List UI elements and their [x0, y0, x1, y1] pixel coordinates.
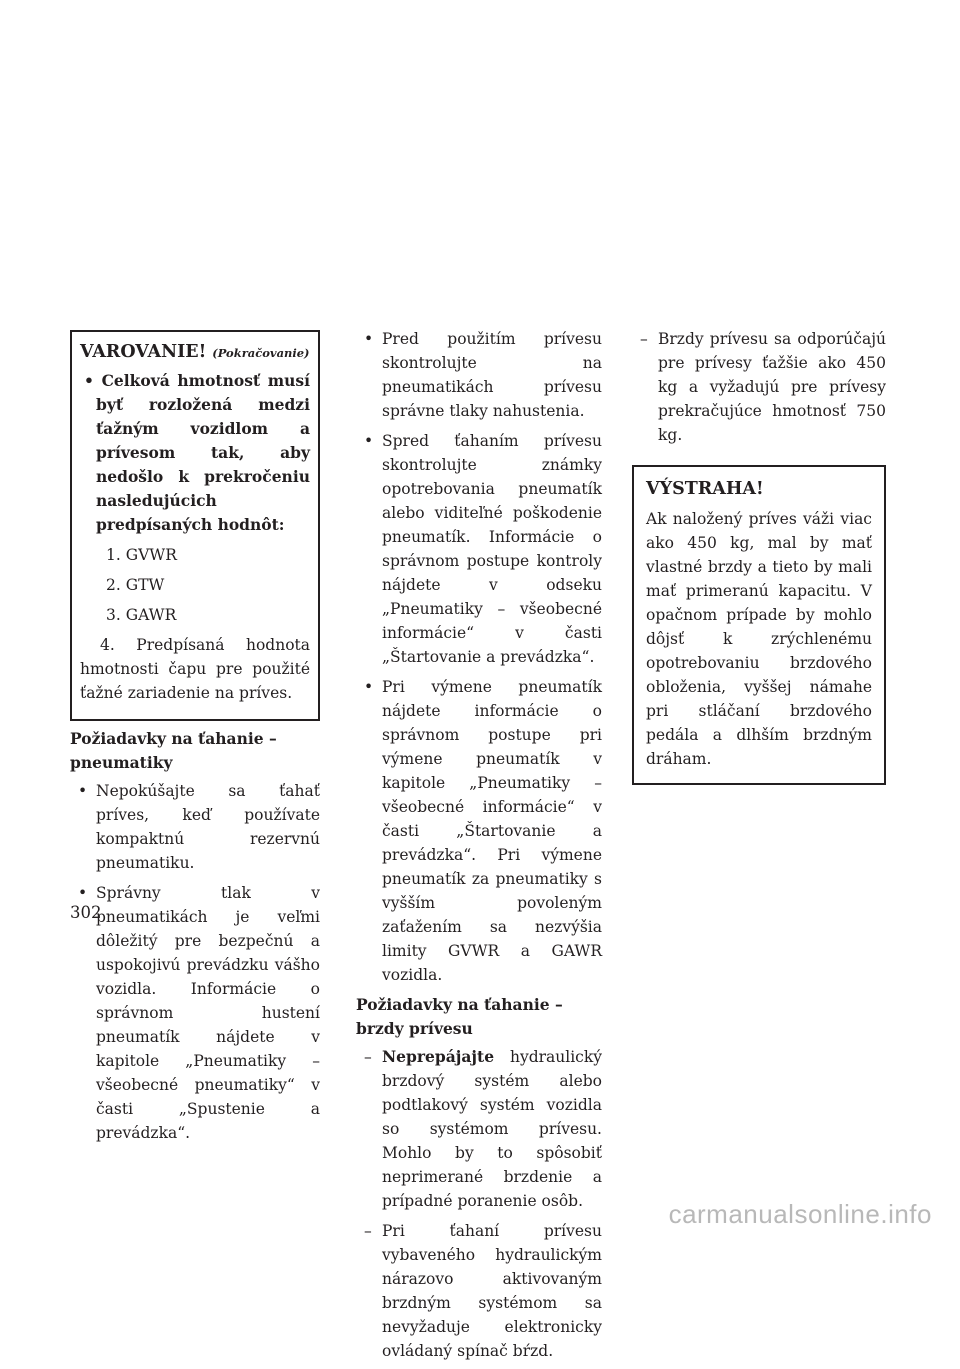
- caution-box: [632, 465, 886, 785]
- watermark: carmanualsonline.info: [668, 1199, 932, 1229]
- tires-item-text: Pred použitím prívesu skontrolujte na pneumatikách prívesu správne tlaky nahustenia.: [382, 330, 602, 420]
- tires-item-text: Nepokúšajte sa ťahať príves, keď používate kompaktnú rezervnú pneumatiku.: [96, 782, 320, 872]
- left-column: [70, 330, 320, 1151]
- bullet-mark: •: [84, 371, 94, 390]
- warning-list-item: 1. GVWR: [106, 546, 177, 564]
- tires-item: [356, 675, 602, 987]
- brakes-item: [356, 1045, 602, 1213]
- warning-title: VAROVANIE!: [80, 342, 207, 362]
- dash-mark: –: [640, 330, 648, 348]
- tires-item-text: Pri výmene pneumatík nájdete informácie o správnom postupe pri výmene pneumatík v kapitole „Pneumatiky – všeobecné informácie“ v časti „Štartovanie a prevádzka“. Pri výmene pneumatík za pneumatiky s vyšším povoleným zaťažením sa nezvýšia limity GVWR a GAWR vozidla.: [382, 678, 602, 984]
- bullet-mark: •: [364, 678, 374, 696]
- bullet-mark: •: [364, 432, 374, 450]
- tires-item: [70, 779, 320, 875]
- tires-heading: Požiadavky na ťahanie – pneumatiky: [70, 729, 277, 772]
- warning-bullet-text: Celková hmotnosť musí byť rozložená medzi ťažným vozidlom a prívesom tak, aby nedošlo k prekročeniu nasledujúcich predpísaných hodnôt:: [96, 371, 310, 534]
- brakes-item-text: Pri ťahaní prívesu vybaveného hydraulickým nárazovo aktivovaným brzdným systémom sa nevyžaduje elektronicky ovládaný spínač bŕzd.: [382, 1222, 602, 1360]
- brakes-item-bold: Neprepájajte: [382, 1047, 495, 1066]
- tires-item-text: Správny tlak v pneumatikách je veľmi dôležitý pre bezpečnú a uspokojivú prevádzku vášho vozidla. Informácie o správnom hustení pneumatík nájdete v kapitole „Pneumatiky – všeobecné pneumatiky“ v časti „Spustenie a prevádzka“.: [96, 884, 320, 1142]
- warning-list-item: 4. Predpísaná hodnota hmotnosti čapu pre použité ťažné zariadenie na príves.: [80, 636, 310, 702]
- tires-item: [356, 429, 602, 669]
- brakes-item: [632, 327, 886, 447]
- warning-list: [80, 543, 310, 705]
- bullet-mark: •: [364, 330, 374, 348]
- page-number: 302: [70, 903, 102, 922]
- bullet-mark: •: [78, 884, 88, 902]
- tires-item: [356, 327, 602, 423]
- brakes-heading: Požiadavky na ťahanie – brzdy prívesu: [356, 995, 563, 1038]
- warning-list-item: 3. GAWR: [106, 606, 177, 624]
- tires-item-text: Spred ťahaním prívesu skontrolujte známky opotrebovania pneumatík alebo viditeľné poškodenie pneumatík. Informácie o správnom postupe kontroly nájdete v odseku „Pneumatiky – všeobecné informácie“ v časti „Štartovanie a prevádzka“.: [382, 432, 602, 666]
- brakes-item: [356, 1219, 602, 1363]
- brakes-item-text: hydraulický brzdový systém alebo podtlakový systém vozidla so systémom prívesu. Mohlo by to spôsobiť neprimerané brzdenie a prípadné poranenie osôb.: [382, 1048, 602, 1210]
- caution-text: Ak naložený príves váži viac ako 450 kg, mal by mať vlastné brzdy a tieto by mali mať primeranú kapacitu. V opačnom prípade by mohlo dôjsť k zrýchlenému opotrebovaniu brzdového obloženia, vyššej námahe pri stláčaní brzdového pedála a dlhším brzdným dráham.: [646, 510, 872, 768]
- caution-title: VÝSTRAHA!: [646, 479, 764, 499]
- warning-subtitle: (Pokračovanie): [212, 346, 310, 360]
- warning-list-item: 2. GTW: [106, 576, 165, 594]
- dash-mark: –: [364, 1222, 372, 1240]
- warning-title-line: [80, 338, 310, 367]
- warning-bullet: [80, 369, 310, 537]
- dash-mark: –: [364, 1048, 372, 1066]
- tires-item: [70, 881, 320, 1145]
- warning-box: [70, 330, 320, 721]
- bullet-mark: •: [78, 782, 88, 800]
- right-column: [632, 327, 886, 785]
- brakes-item-text: Brzdy prívesu sa odporúčajú pre prívesy ťažšie ako 450 kg a vyžadujú pre prívesy prekračujúce hmotnosť 750 kg.: [658, 330, 886, 444]
- middle-column: [356, 327, 602, 1369]
